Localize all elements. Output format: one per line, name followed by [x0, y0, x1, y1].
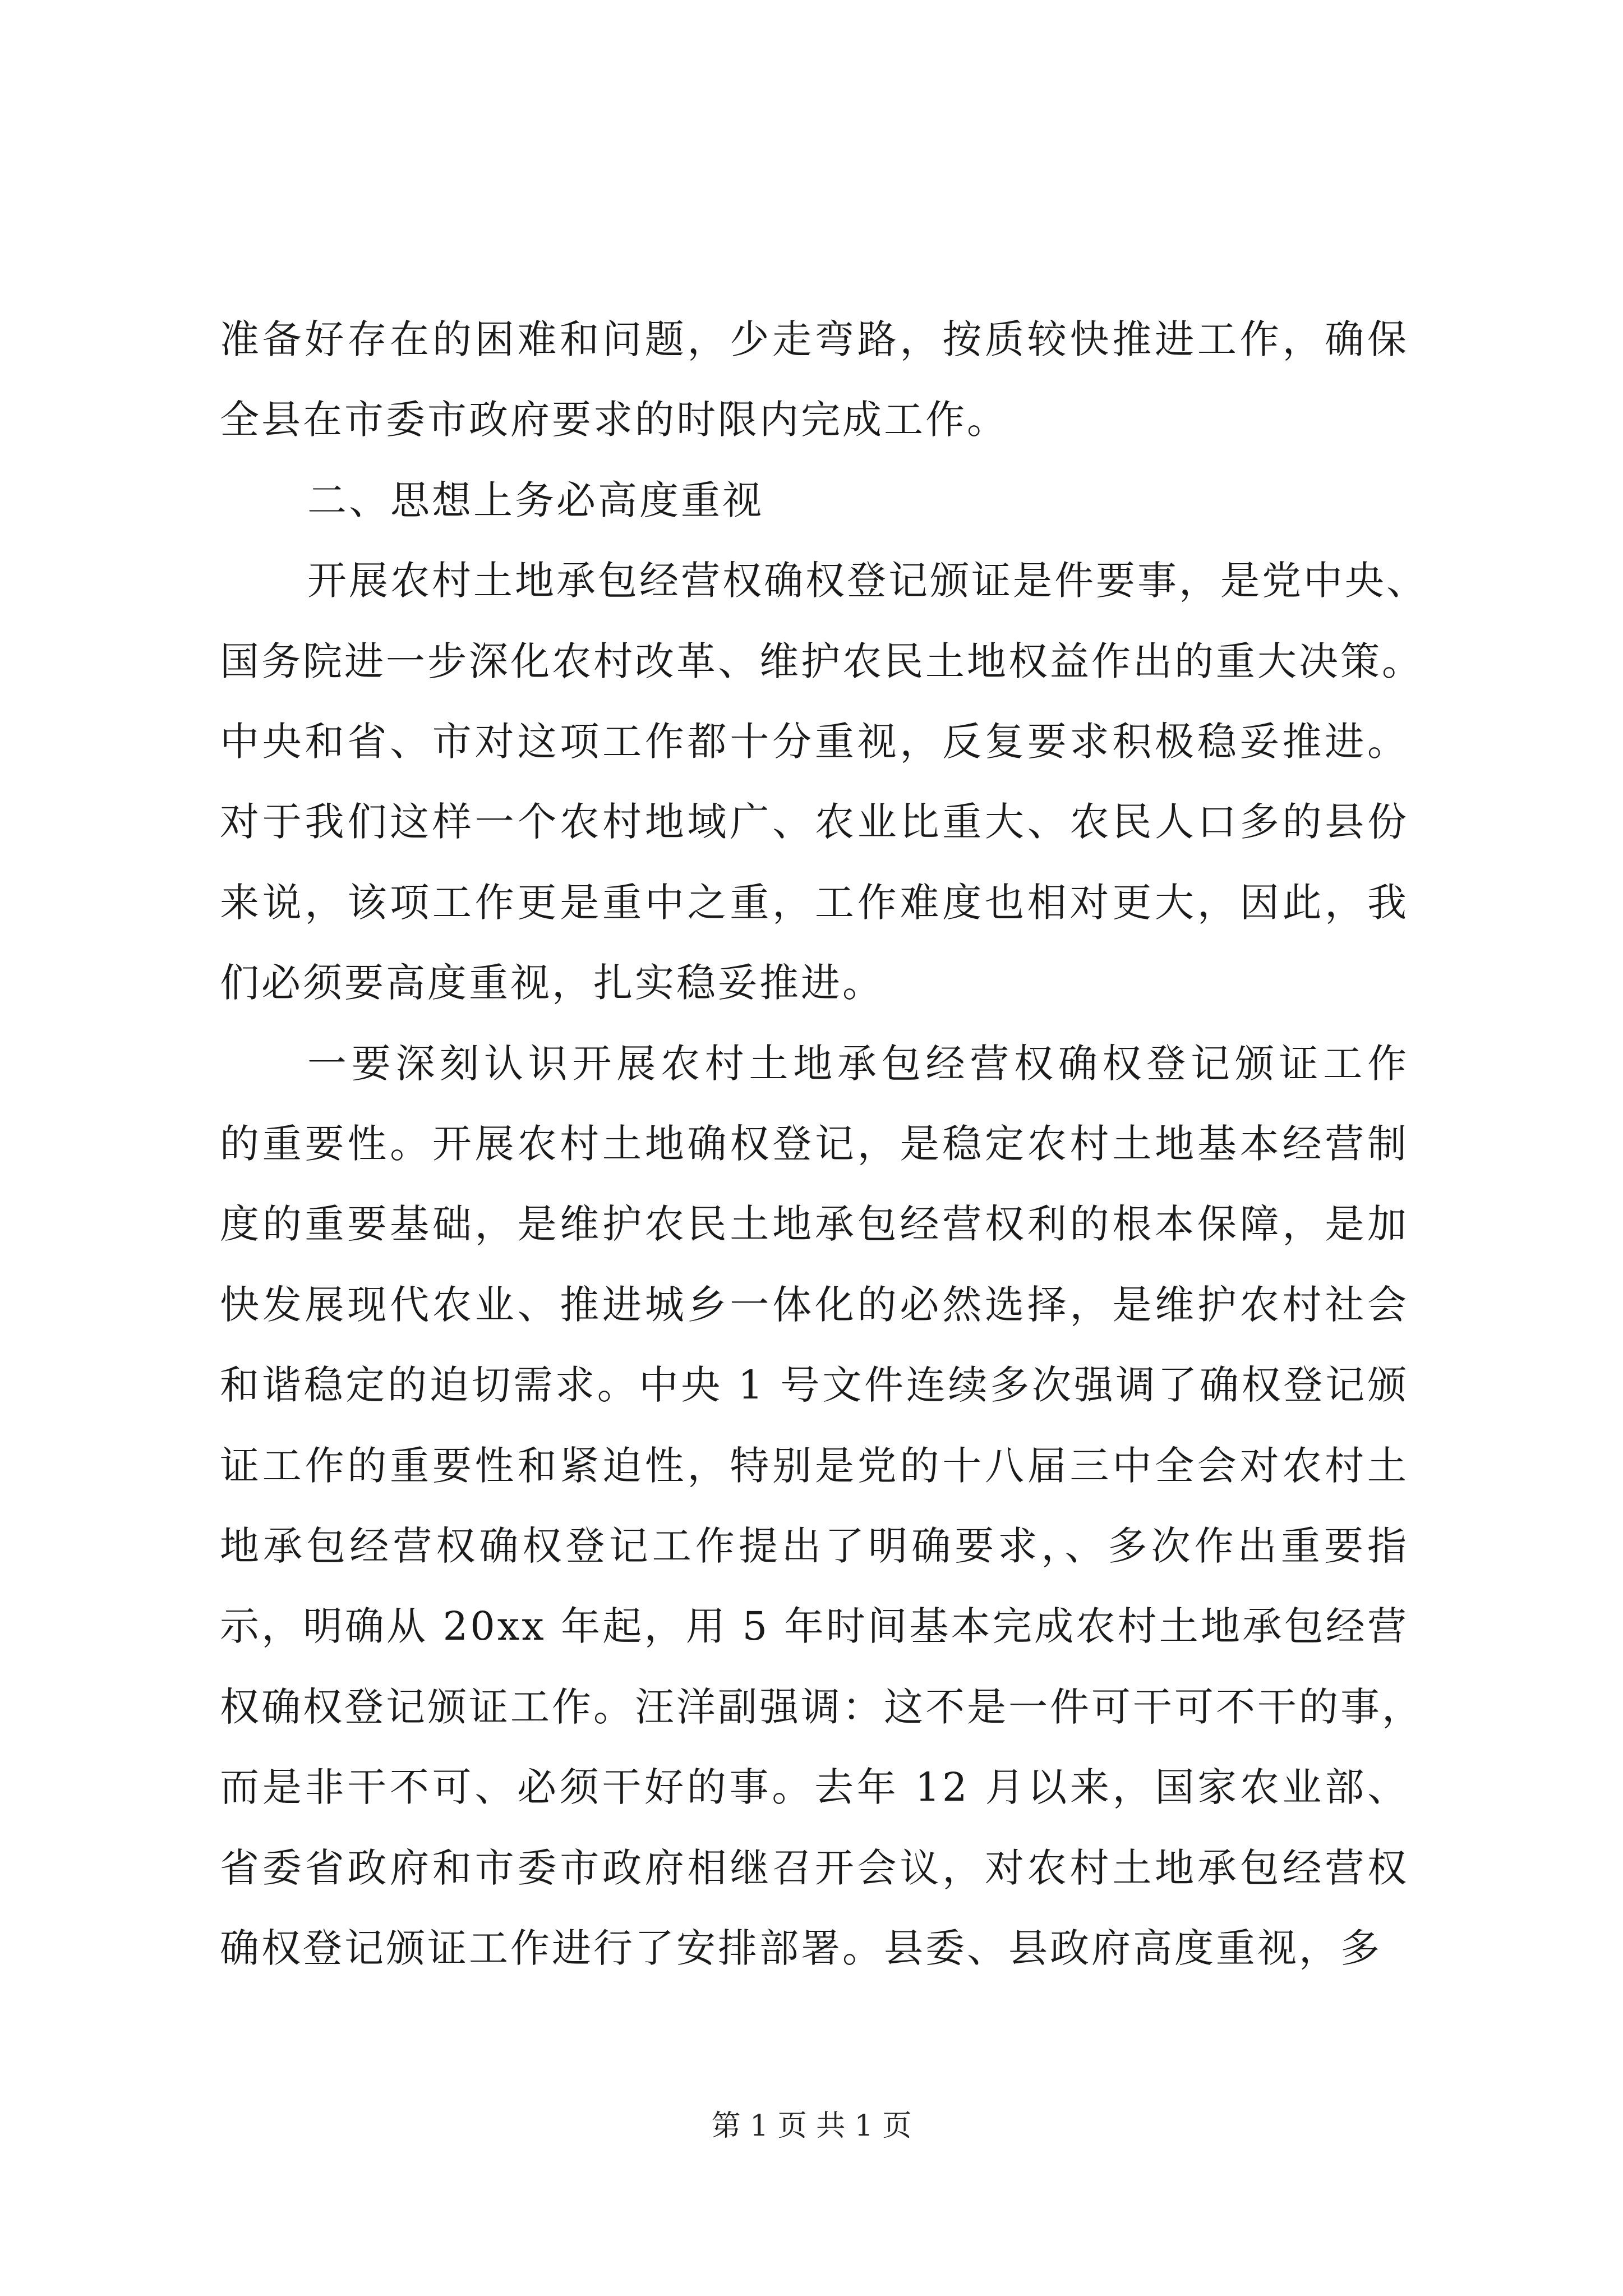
text-line: 来说，该项工作更是重中之重，工作难度也相对更大，因此，我	[220, 880, 1409, 926]
text-line: 示，明确从 20xx 年起，用 5 年时间基本完成农村土地承包经营	[220, 1603, 1409, 1649]
page-footer: 第 1 页 共 1 页	[711, 2109, 912, 2143]
text-line: 和谐稳定的迫切需求。中央 1 号文件连续多次强调了确权登记颁	[220, 1362, 1409, 1408]
text-line: 国务院进一步深化农村改革、维护农民土地权益作出的重大决策。	[220, 638, 1423, 684]
text-line: 权确权登记颁证工作。汪洋副强调：这不是一件可干可不干的事，	[220, 1684, 1423, 1730]
text-line: 省委省政府和市委市政府相继召开会议，对农村土地承包经营权	[220, 1845, 1409, 1891]
text-line: 们必须要高度重视，扎实稳妥推进。	[220, 960, 884, 1006]
text-line: 中央和省、市对这项工作都十分重视，反复要求积极稳妥推进。	[220, 719, 1409, 765]
text-line: 开展农村土地承包经营权确权登记颁证是件要事，是党中央、	[307, 558, 1428, 604]
text-line: 而是非干不可、必须干好的事。去年 12 月以来，国家农业部、	[220, 1764, 1409, 1810]
text-line: 全县在市委市政府要求的时限内完成工作。	[220, 397, 1008, 443]
text-line: 地承包经营权确权登记工作提出了明确要求，、多次作出重要指	[220, 1523, 1409, 1569]
text-line: 度的重要基础，是维护农民土地承包经营权利的根本保障，是加	[220, 1201, 1409, 1247]
text-line: 的重要性。开展农村土地确权登记，是稳定农村土地基本经营制	[220, 1121, 1409, 1167]
text-line: 对于我们这样一个农村地域广、农业比重大、农民人口多的县份	[220, 799, 1409, 845]
text-line: 一要深刻认识开展农村土地承包经营权确权登记颁证工作	[307, 1041, 1409, 1087]
text-line: 二、思想上务必高度重视	[307, 477, 764, 523]
text-line: 快发展现代农业、推进城乡一体化的必然选择，是维护农村社会	[220, 1282, 1409, 1328]
text-line: 确权登记颁证工作进行了安排部署。县委、县政府高度重视，多	[220, 1925, 1382, 1971]
text-line: 证工作的重要性和紧迫性，特别是党的十八届三中全会对农村土	[220, 1443, 1409, 1489]
text-line: 准备好存在的困难和问题，少走弯路，按质较快推进工作，确保	[220, 316, 1409, 362]
